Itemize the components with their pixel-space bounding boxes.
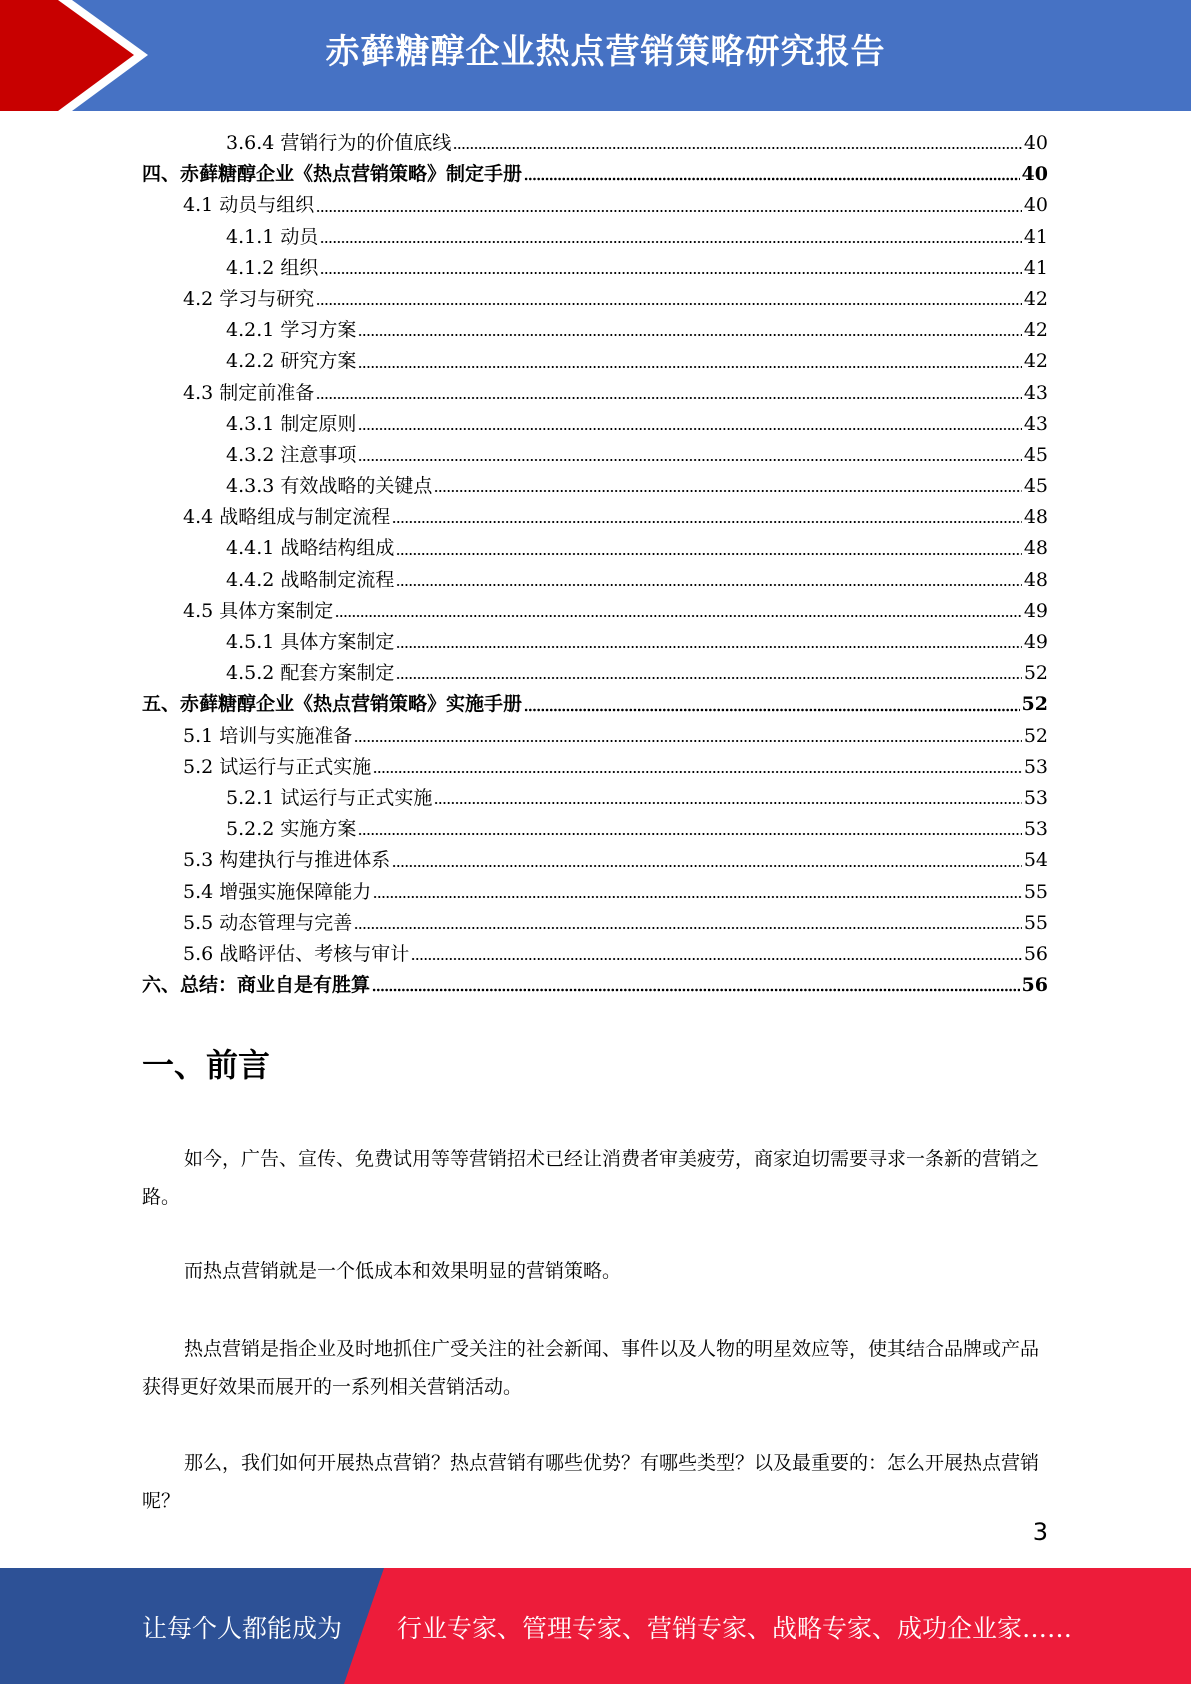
- toc-entry-title: 3.6.4 营销行为的价值底线: [226, 132, 452, 154]
- toc-dot-leader: [354, 739, 1022, 743]
- toc-dot-leader: [373, 895, 1022, 899]
- paragraph-2: 而热点营销就是一个低成本和效果明显的营销策略。: [184, 1260, 622, 1282]
- paragraph-4: 那么，我们如何开展热点营销？热点营销有哪些优势？有哪些类型？以及最重要的：怎么开展热点营销呢？: [142, 1452, 1040, 1512]
- toc-entry-title: 4.4.1 战略结构组成: [226, 537, 395, 560]
- toc-entry-title: 5.2 试运行与正式实施: [183, 755, 372, 778]
- toc-entry[interactable]: [142, 471, 1048, 502]
- toc-entry-title: 4.2.2 研究方案: [226, 350, 357, 373]
- toc-entry-title: 4.3.2 注意事项: [226, 443, 357, 466]
- toc-entry-page: 48: [1023, 537, 1048, 560]
- toc-dot-leader: [354, 926, 1022, 930]
- toc-entry-page: 41: [1023, 256, 1048, 279]
- toc-entry-page: 53: [1023, 755, 1048, 778]
- toc-entry-title: 4.3.3 有效战略的关键点: [226, 475, 433, 498]
- toc-entry-title: 4.4 战略组成与制定流程: [183, 506, 391, 529]
- toc-entry-page: 40: [1021, 163, 1048, 186]
- toc-dot-leader: [316, 302, 1022, 306]
- toc-entry[interactable]: [142, 190, 1048, 221]
- toc-dot-leader: [373, 770, 1022, 774]
- toc-entry[interactable]: [142, 315, 1048, 346]
- toc-entry-page: 43: [1023, 381, 1048, 404]
- toc-entry-title: 4.3.1 制定原则: [226, 412, 357, 435]
- toc-entry[interactable]: [142, 752, 1048, 783]
- toc-entry[interactable]: [142, 877, 1048, 908]
- toc-entry-page: 54: [1023, 849, 1048, 872]
- page-header: [0, 0, 1191, 111]
- toc-entry-page: 53: [1023, 818, 1048, 841]
- toc-dot-leader: [396, 645, 1021, 649]
- toc-entry-title: 4.1 动员与组织: [183, 194, 315, 217]
- footer-slogan-left: 让每个人都能成为: [142, 1614, 343, 1643]
- toc-dot-leader: [434, 801, 1021, 805]
- toc-entry-title: 4.5 具体方案制定: [183, 599, 334, 622]
- page-footer: [0, 1568, 1191, 1684]
- report-title: 赤藓糖醇企业热点营销策略研究报告: [325, 32, 886, 72]
- toc-entry[interactable]: [142, 970, 1048, 1001]
- toc-dot-leader: [320, 271, 1021, 275]
- toc-entry[interactable]: [142, 284, 1048, 315]
- toc-dot-leader: [434, 489, 1021, 493]
- toc-entry-page: 52: [1023, 724, 1048, 747]
- toc-entry[interactable]: [142, 689, 1048, 720]
- toc-dot-leader: [358, 458, 1021, 462]
- page-number: 3: [1032, 1518, 1048, 1546]
- paragraph-1: 如今，广告、宣传、免费试用等等营销招术已经让消费者审美疲劳，商家迫切需要寻求一条新的营销之路。: [142, 1148, 1040, 1208]
- toc-entry[interactable]: [142, 721, 1048, 752]
- toc-dot-leader: [524, 708, 1020, 712]
- toc-entry[interactable]: [142, 346, 1048, 377]
- paragraph-3: 热点营销是指企业及时地抓住广受关注的社会新闻、事件以及人物的明星效应等，使其结合品牌或产品获得更好效果而展开的一系列相关营销活动。: [142, 1338, 1040, 1398]
- toc-dot-leader: [316, 209, 1022, 213]
- toc-dot-leader: [411, 957, 1022, 961]
- toc-entry-title: 4.4.2 战略制定流程: [226, 568, 395, 591]
- toc-entry-title: 5.6 战略评估、考核与审计: [183, 942, 410, 965]
- toc-entry[interactable]: [142, 814, 1048, 845]
- toc-dot-leader: [372, 988, 1020, 992]
- toc-dot-leader: [392, 864, 1022, 868]
- table-of-contents: [142, 128, 1048, 1001]
- toc-entry-page: 45: [1023, 475, 1048, 498]
- toc-entry-page: 43: [1023, 412, 1048, 435]
- toc-entry-title: 4.5.2 配套方案制定: [226, 662, 395, 685]
- toc-entry-title: 5.4 增强实施保障能力: [183, 880, 372, 903]
- toc-dot-leader: [392, 520, 1022, 524]
- toc-entry-title: 5.2.2 实施方案: [226, 818, 357, 841]
- toc-entry[interactable]: [142, 222, 1048, 253]
- toc-entry-page: 52: [1023, 662, 1048, 685]
- toc-entry-page: 42: [1023, 287, 1048, 310]
- toc-entry[interactable]: [142, 908, 1048, 939]
- toc-entry-page: 40: [1023, 132, 1048, 154]
- toc-entry-title: 4.1.1 动员: [226, 225, 319, 248]
- toc-dot-leader: [396, 552, 1021, 556]
- toc-dot-leader: [453, 146, 1021, 150]
- toc-entry[interactable]: [142, 378, 1048, 409]
- toc-entry-title: 5.1 培训与实施准备: [183, 724, 353, 747]
- toc-entry-page: 42: [1023, 319, 1048, 342]
- toc-entry-title: 五、赤藓糖醇企业《热点营销策略》实施手册: [142, 693, 523, 716]
- toc-entry[interactable]: [142, 440, 1048, 471]
- toc-entry-page: 45: [1023, 443, 1048, 466]
- toc-entry-page: 41: [1023, 225, 1048, 248]
- toc-dot-leader: [358, 365, 1021, 369]
- toc-entry[interactable]: [142, 565, 1048, 596]
- toc-entry-page: 56: [1023, 942, 1048, 965]
- toc-entry-title: 5.3 构建执行与推进体系: [183, 849, 391, 872]
- toc-entry-page: 53: [1023, 786, 1048, 809]
- toc-entry[interactable]: [142, 596, 1048, 627]
- toc-dot-leader: [316, 396, 1022, 400]
- toc-entry-title: 4.5.1 具体方案制定: [226, 631, 395, 653]
- toc-dot-leader: [396, 676, 1021, 680]
- toc-entry-page: 56: [1021, 974, 1048, 997]
- toc-dot-leader: [358, 333, 1021, 337]
- toc-entry[interactable]: [142, 502, 1048, 533]
- toc-entry[interactable]: [142, 939, 1048, 970]
- toc-entry-page: 52: [1021, 693, 1048, 716]
- toc-entry-title: 5.2.1 试运行与正式实施: [226, 786, 433, 809]
- toc-entry-title: 5.5 动态管理与完善: [183, 911, 353, 934]
- toc-entry-page: 49: [1023, 599, 1048, 622]
- toc-entry[interactable]: [142, 533, 1048, 564]
- toc-dot-leader: [524, 177, 1020, 181]
- toc-entry[interactable]: [142, 159, 1048, 190]
- toc-entry-title: 4.2.1 学习方案: [226, 319, 357, 342]
- toc-entry-title: 4.2 学习与研究: [183, 287, 315, 310]
- footer-slogan-right: 行业专家、管理专家、营销专家、战略专家、成功企业家……: [397, 1614, 1073, 1643]
- toc-entry-title: 四、赤藓糖醇企业《热点营销策略》制定手册: [142, 163, 523, 186]
- toc-dot-leader: [335, 614, 1022, 618]
- toc-entry-title: 4.3 制定前准备: [183, 381, 315, 404]
- toc-entry-page: 40: [1023, 194, 1048, 217]
- toc-dot-leader: [396, 583, 1021, 587]
- toc-dot-leader: [358, 427, 1021, 431]
- toc-dot-leader: [320, 240, 1021, 244]
- toc-dot-leader: [358, 832, 1021, 836]
- toc-entry-title: 4.1.2 组织: [226, 256, 319, 279]
- toc-entry-page: 48: [1023, 568, 1048, 591]
- toc-entry[interactable]: [142, 128, 1048, 159]
- toc-entry[interactable]: [142, 658, 1048, 689]
- toc-entry-page: 42: [1023, 350, 1048, 373]
- section-heading: 一、前言: [142, 1046, 271, 1084]
- toc-entry-page: 48: [1023, 506, 1048, 529]
- toc-entry-title: 六、总结：商业自是有胜算: [142, 974, 371, 997]
- toc-entry[interactable]: [142, 409, 1048, 440]
- toc-entry-page: 55: [1023, 880, 1048, 903]
- toc-entry-page: 55: [1023, 911, 1048, 934]
- toc-entry[interactable]: [142, 627, 1048, 658]
- toc-entry[interactable]: [142, 253, 1048, 284]
- toc-entry[interactable]: [142, 783, 1048, 814]
- toc-entry[interactable]: [142, 845, 1048, 876]
- toc-entry-page: 49: [1023, 631, 1048, 653]
